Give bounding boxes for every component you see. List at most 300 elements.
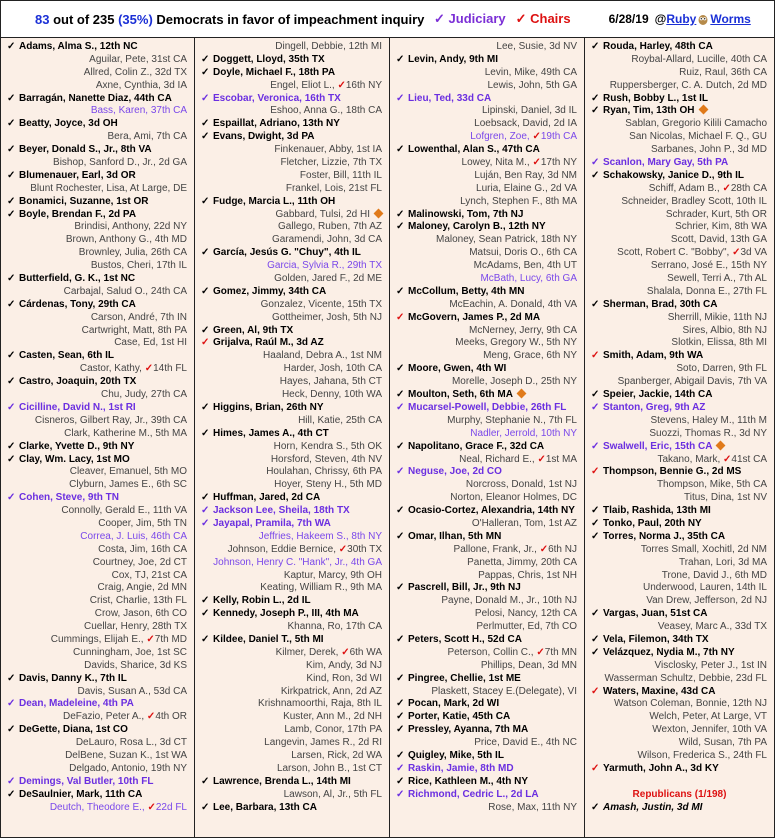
member-name: Davis, Susan A., 53d CA bbox=[77, 685, 187, 697]
member bbox=[585, 273, 774, 286]
member-supporting bbox=[195, 608, 389, 621]
member-name: Davis, Danny K., 7th IL bbox=[19, 672, 127, 684]
member-name: Nadler, Jerrold, 10th NY bbox=[470, 427, 577, 439]
member-name: Veasey, Marc A., 33d TX bbox=[657, 621, 767, 633]
member-supporting bbox=[195, 93, 389, 106]
author-link-ruby[interactable]: Ruby bbox=[666, 12, 697, 26]
member bbox=[390, 273, 584, 286]
member-name: Fudge, Marcia L., 11th OH bbox=[213, 195, 336, 207]
member-name: Pallone, Frank, Jr., bbox=[453, 543, 540, 555]
chair-check-icon: ✓ bbox=[146, 711, 156, 723]
member-name: Escobar, Veronica, 16th TX bbox=[213, 92, 341, 104]
diamond-icon bbox=[716, 440, 726, 450]
member-name: García, Jesús G. "Chuy", 4th IL bbox=[213, 247, 361, 259]
member-name: Chu, Judy, 27th CA bbox=[101, 389, 187, 401]
check-icon: ✓ bbox=[201, 131, 210, 143]
check-icon: ✓ bbox=[396, 363, 405, 375]
chair-check-icon: ✓ bbox=[539, 543, 549, 555]
member bbox=[585, 750, 774, 763]
member-district: 1st MA bbox=[545, 453, 577, 465]
check-icon: ✓ bbox=[201, 595, 210, 607]
member bbox=[1, 67, 194, 80]
member-district: 30th TX bbox=[347, 543, 382, 555]
author-link-worms[interactable]: Worms bbox=[710, 12, 751, 26]
check-icon: ✓ bbox=[7, 788, 16, 800]
member-supporting bbox=[390, 363, 584, 376]
check-icon: ✓ bbox=[7, 298, 16, 310]
member bbox=[585, 325, 774, 338]
check-icon: ✓ bbox=[591, 466, 600, 478]
member-name: Cummings, Elijah E., bbox=[50, 633, 147, 645]
check-icon: ✓ bbox=[201, 118, 210, 130]
member bbox=[390, 183, 584, 196]
chairs-legend: ✓ Chairs bbox=[515, 11, 571, 26]
column-2 bbox=[195, 38, 390, 837]
member bbox=[1, 711, 194, 724]
member-supporting bbox=[585, 466, 774, 479]
member-supporting bbox=[390, 763, 584, 776]
member-name: Moulton, Seth, 6th MA bbox=[408, 389, 513, 401]
member bbox=[585, 415, 774, 428]
column-3 bbox=[390, 38, 585, 837]
member-name: Neal, Richard E., bbox=[459, 453, 538, 465]
member-name: Gallego, Ruben, 7th AZ bbox=[278, 221, 382, 233]
member-supporting bbox=[585, 93, 774, 106]
member-name: McNerney, Jerry, 9th CA bbox=[469, 324, 577, 336]
member-name: Norton, Eleanor Holmes, DC bbox=[450, 492, 577, 504]
member bbox=[1, 415, 194, 428]
member-name: Titus, Dina, 1st NV bbox=[684, 492, 767, 504]
member bbox=[1, 518, 194, 531]
member bbox=[195, 750, 389, 763]
member bbox=[585, 196, 774, 209]
member-name: Kelly, Robin L., 2d IL bbox=[213, 595, 311, 607]
member bbox=[195, 312, 389, 325]
check-icon: ✓ bbox=[396, 762, 405, 774]
member-name: Bera, Ami, 7th CA bbox=[107, 131, 187, 143]
member bbox=[585, 144, 774, 157]
member-supporting bbox=[1, 492, 194, 505]
member-district: 6th WA bbox=[349, 646, 382, 658]
member-name: McEachin, A. Donald, 4th VA bbox=[449, 298, 577, 310]
member-name: Khanna, Ro, 17th CA bbox=[287, 621, 382, 633]
member-supporting bbox=[195, 802, 389, 815]
member-name: Casten, Sean, 6th IL bbox=[19, 350, 115, 362]
member-name: Cárdenas, Tony, 29th CA bbox=[19, 298, 136, 310]
member-supporting bbox=[585, 608, 774, 621]
member-supporting bbox=[585, 441, 774, 454]
check-icon: ✓ bbox=[591, 389, 600, 401]
member bbox=[1, 763, 194, 776]
check-icon: ✓ bbox=[396, 698, 405, 710]
member-supporting bbox=[1, 196, 194, 209]
check-icon: ✓ bbox=[7, 376, 16, 388]
member bbox=[390, 350, 584, 363]
check-icon: ✓ bbox=[7, 195, 16, 207]
member bbox=[585, 479, 774, 492]
member bbox=[1, 183, 194, 196]
member-name: Himes, James A., 4th CT bbox=[213, 427, 329, 439]
member-name: Swalwell, Eric, 15th CA bbox=[603, 440, 713, 452]
member bbox=[1, 737, 194, 750]
member-name: Vela, Filemon, 34th TX bbox=[603, 633, 709, 645]
check-icon: ✓ bbox=[7, 144, 16, 156]
member bbox=[390, 247, 584, 260]
member-name: Murphy, Stephanie N., 7th FL bbox=[447, 414, 577, 426]
member-name: Grijalva, Raúl M., 3d AZ bbox=[213, 337, 324, 349]
member-district: 17th NY bbox=[540, 157, 577, 169]
total-text: out of 235 bbox=[49, 11, 119, 27]
member bbox=[390, 518, 584, 531]
member bbox=[390, 454, 584, 467]
member bbox=[390, 544, 584, 557]
member-district: 3d VA bbox=[740, 247, 767, 259]
check-icon: ✓ bbox=[7, 208, 16, 220]
member bbox=[585, 582, 774, 595]
diamond-icon bbox=[517, 389, 527, 399]
check-icon: ✓ bbox=[396, 788, 405, 800]
member bbox=[390, 41, 584, 54]
member bbox=[1, 131, 194, 144]
member bbox=[585, 80, 774, 93]
member-name: Green, Al, 9th TX bbox=[213, 324, 294, 336]
diamond-icon bbox=[374, 208, 384, 218]
member-name: Costa, Jim, 16th CA bbox=[98, 543, 187, 555]
member-supporting bbox=[195, 67, 389, 80]
member-supporting bbox=[195, 505, 389, 518]
member-supporting bbox=[390, 93, 584, 106]
member bbox=[1, 505, 194, 518]
member-name: Jeffries, Hakeem S., 8th NY bbox=[258, 530, 382, 542]
member-name: Larsen, Rick, 2d WA bbox=[291, 749, 382, 761]
member-name: Demings, Val Butler, 10th FL bbox=[19, 775, 154, 787]
member bbox=[195, 441, 389, 454]
member-name: Plaskett, Stacey E.(Delegate), VI bbox=[431, 685, 577, 697]
chair-check-icon: ✓ bbox=[536, 646, 545, 658]
member-supporting bbox=[1, 698, 194, 711]
member-name: Rose, Max, 11th NY bbox=[488, 801, 577, 813]
member-name: Thompson, Bennie G., 2d MS bbox=[603, 466, 742, 478]
member bbox=[195, 376, 389, 389]
member-supporting bbox=[585, 350, 774, 363]
member-name: Kaptur, Marcy, 9th OH bbox=[283, 569, 382, 581]
member-name: DeGette, Diana, 1st CO bbox=[19, 724, 128, 736]
member bbox=[195, 273, 389, 286]
member-name: Kim, Andy, 3d NJ bbox=[306, 659, 382, 671]
member bbox=[195, 557, 389, 570]
chair-check-icon: ✓ bbox=[532, 131, 541, 143]
member bbox=[195, 105, 389, 118]
member-name: Brindisi, Anthony, 22d NY bbox=[74, 221, 187, 233]
check-icon: ✓ bbox=[396, 582, 405, 594]
member bbox=[1, 260, 194, 273]
member-supporting bbox=[585, 802, 774, 815]
member-name: Slotkin, Elissa, 8th MI bbox=[671, 337, 767, 349]
member-name: Davids, Sharice, 3d KS bbox=[84, 659, 187, 671]
member-name: Mucarsel-Powell, Debbie, 26th FL bbox=[408, 401, 567, 413]
member-supporting bbox=[1, 789, 194, 802]
member bbox=[1, 570, 194, 583]
check-icon: ✓ bbox=[201, 337, 210, 349]
member-name: Adams, Alma S., 12th NC bbox=[19, 41, 138, 52]
check-icon: ✓ bbox=[201, 801, 210, 813]
column-1 bbox=[1, 38, 195, 837]
member bbox=[1, 647, 194, 660]
member bbox=[390, 376, 584, 389]
member bbox=[585, 337, 774, 350]
member bbox=[390, 557, 584, 570]
member-name: Crist, Charlie, 13th FL bbox=[89, 595, 187, 607]
check-icon: ✓ bbox=[7, 672, 16, 684]
member-district: 6th NJ bbox=[548, 543, 577, 555]
member-name: Ruiz, Raul, 36th CA bbox=[679, 66, 767, 78]
member-name: Deutch, Theodore E., bbox=[49, 801, 148, 813]
member-supporting bbox=[390, 724, 584, 737]
member-name: Lewis, John, 5th GA bbox=[487, 79, 577, 91]
member-name: Schiff, Adam B., bbox=[648, 182, 723, 194]
member bbox=[585, 183, 774, 196]
check-icon: ✓ bbox=[396, 749, 405, 761]
member-supporting bbox=[195, 634, 389, 647]
member-supporting bbox=[195, 286, 389, 299]
member-supporting bbox=[390, 221, 584, 234]
member-name: Butterfield, G. K., 1st NC bbox=[19, 273, 136, 285]
member bbox=[195, 698, 389, 711]
chair-check-icon: ✓ bbox=[732, 247, 741, 259]
member-name: McBath, Lucy, 6th GA bbox=[480, 273, 577, 285]
member-name: Clarke, Yvette D., 9th NY bbox=[19, 440, 135, 452]
member bbox=[195, 209, 389, 222]
check-icon: ✓ bbox=[396, 221, 405, 233]
member-district: 7th MN bbox=[544, 646, 577, 658]
member-district: 16th NY bbox=[345, 79, 382, 91]
member bbox=[1, 286, 194, 299]
member-name: Castor, Kathy, bbox=[79, 363, 145, 375]
check-icon: ✓ bbox=[7, 118, 16, 130]
member bbox=[585, 673, 774, 686]
member bbox=[585, 209, 774, 222]
member-supporting bbox=[390, 789, 584, 802]
member-name: Johnson, Eddie Bernice, bbox=[227, 543, 339, 555]
check-icon: ✓ bbox=[396, 466, 405, 478]
check-icon: ✓ bbox=[396, 53, 405, 65]
member-name: Cohen, Steve, 9th TN bbox=[19, 492, 120, 504]
member bbox=[390, 67, 584, 80]
chair-check-icon: ✓ bbox=[146, 633, 155, 645]
member-name: Pingree, Chellie, 1st ME bbox=[408, 672, 521, 684]
member bbox=[390, 325, 584, 338]
member-name: Cuellar, Henry, 28th TX bbox=[83, 621, 187, 633]
check-icon: ✓ bbox=[591, 105, 600, 117]
check-icon: ✓ bbox=[396, 530, 405, 542]
check-icon: ✓ bbox=[396, 711, 405, 723]
member-supporting bbox=[390, 144, 584, 157]
member bbox=[585, 118, 774, 131]
member-name: Axne, Cynthia, 3d IA bbox=[95, 79, 187, 91]
check-icon: ✓ bbox=[396, 440, 405, 452]
member-name: Schakowsky, Janice D., 9th IL bbox=[603, 169, 744, 181]
member-name: Boyle, Brendan F., 2d PA bbox=[19, 208, 137, 220]
member bbox=[195, 582, 389, 595]
check-icon: ✓ bbox=[396, 311, 405, 323]
member-name: Sewell, Terri A., 7th AL bbox=[667, 273, 767, 285]
member-name: Pelosi, Nancy, 12th CA bbox=[474, 608, 577, 620]
member-supporting bbox=[195, 402, 389, 415]
member bbox=[195, 260, 389, 273]
member bbox=[585, 67, 774, 80]
member-name: Kilmer, Derek, bbox=[275, 646, 342, 658]
member-name: Kirkpatrick, Ann, 2d AZ bbox=[280, 685, 382, 697]
member-name: Carson, André, 7th IN bbox=[90, 311, 187, 323]
member-name: Soto, Darren, 9th FL bbox=[676, 363, 767, 375]
member bbox=[585, 492, 774, 505]
check-icon: ✓ bbox=[7, 273, 16, 285]
check-icon: ✓ bbox=[591, 517, 600, 529]
member-supporting bbox=[1, 299, 194, 312]
member-supporting bbox=[1, 776, 194, 789]
member-name: Maloney, Sean Patrick, 18th NY bbox=[436, 234, 577, 246]
member-name: McAdams, Ben, 4th UT bbox=[473, 260, 577, 272]
member-name: Harder, Josh, 10th CA bbox=[283, 363, 382, 375]
check-icon: ✓ bbox=[201, 505, 210, 517]
member bbox=[390, 234, 584, 247]
member bbox=[1, 531, 194, 544]
member-supporting bbox=[390, 531, 584, 544]
member bbox=[195, 389, 389, 402]
member-name: Lynch, Stephen F., 8th MA bbox=[460, 195, 577, 207]
member-name: Yarmuth, John A., 3d KY bbox=[603, 762, 719, 774]
member-name: Wexton, Jennifer, 10th VA bbox=[652, 724, 767, 736]
member-supporting bbox=[195, 325, 389, 338]
check-icon: ✓ bbox=[591, 350, 600, 362]
member-name: Suozzi, Thomas R., 3d NY bbox=[649, 427, 767, 439]
member-name: Aguilar, Pete, 31st CA bbox=[89, 53, 187, 65]
member-name: Evans, Dwight, 3d PA bbox=[213, 131, 315, 143]
member-name: Horsford, Steven, 4th NV bbox=[270, 453, 382, 465]
member-name: Higgins, Brian, 26th NY bbox=[213, 401, 324, 413]
chair-check-icon: ✓ bbox=[341, 646, 350, 658]
member-supporting bbox=[390, 711, 584, 724]
member-name: Garamendi, John, 3d CA bbox=[271, 234, 382, 246]
member-name: Huffman, Jared, 2d CA bbox=[213, 492, 321, 504]
check-icon: ✓ bbox=[7, 775, 16, 787]
member-name: Kennedy, Joseph P., III, 4th MA bbox=[213, 608, 359, 620]
member bbox=[390, 802, 584, 815]
member bbox=[585, 234, 774, 247]
member bbox=[390, 428, 584, 441]
chair-check-icon: ✓ bbox=[338, 543, 348, 555]
check-icon: ✓ bbox=[591, 169, 600, 181]
member-name: Cleaver, Emanuel, 5th MO bbox=[69, 466, 187, 478]
chair-check-icon: ✓ bbox=[337, 79, 346, 91]
check-icon: ✓ bbox=[7, 698, 16, 710]
support-percent: (35%) bbox=[118, 11, 153, 27]
support-count: 83 bbox=[35, 11, 50, 27]
member-name: Richmond, Cedric L., 2d LA bbox=[408, 788, 539, 800]
member bbox=[390, 479, 584, 492]
member bbox=[585, 428, 774, 441]
member-name: Jayapal, Pramila, 7th WA bbox=[213, 517, 331, 529]
member-supporting bbox=[390, 776, 584, 789]
column-4 bbox=[585, 38, 774, 837]
member bbox=[585, 286, 774, 299]
member-name: Meng, Grace, 6th NY bbox=[483, 350, 577, 362]
member-name: Cicilline, David N., 1st RI bbox=[19, 401, 136, 413]
member bbox=[195, 711, 389, 724]
member-name: Torres Small, Xochitl, 2d NM bbox=[640, 543, 767, 555]
member-supporting bbox=[1, 454, 194, 467]
member-supporting bbox=[390, 750, 584, 763]
member-name: Scott, David, 13th GA bbox=[670, 234, 767, 246]
member-name: Clyburn, James E., 6th SC bbox=[69, 479, 187, 491]
member bbox=[195, 466, 389, 479]
member bbox=[585, 570, 774, 583]
member-name: Porter, Katie, 45th CA bbox=[408, 711, 511, 723]
check-icon: ✓ bbox=[396, 672, 405, 684]
member bbox=[195, 170, 389, 183]
author-at: @ bbox=[654, 12, 667, 26]
member-name: Pocan, Mark, 2d WI bbox=[408, 698, 500, 710]
member-name: Bass, Karen, 37th CA bbox=[90, 105, 187, 117]
member-name: Frankel, Lois, 21st FL bbox=[285, 182, 382, 194]
member-supporting bbox=[585, 518, 774, 531]
check-icon: ✓ bbox=[396, 144, 405, 156]
member-name: Ruppersberger, C. A. Dutch, 2d MD bbox=[609, 79, 767, 91]
member bbox=[390, 608, 584, 621]
member bbox=[195, 299, 389, 312]
member bbox=[585, 557, 774, 570]
member bbox=[585, 737, 774, 750]
member bbox=[585, 595, 774, 608]
member bbox=[1, 157, 194, 170]
member-name: Finkenauer, Abby, 1st IA bbox=[274, 144, 382, 156]
member-name: Haaland, Debra A., 1st NM bbox=[263, 350, 382, 362]
spacer bbox=[585, 776, 774, 789]
member-name: Sires, Albio, 8th NJ bbox=[682, 324, 767, 336]
member-supporting bbox=[585, 686, 774, 699]
check-icon: ✓ bbox=[396, 92, 405, 104]
check-icon: ✓ bbox=[396, 633, 405, 645]
member-name: Schrader, Kurt, 5th OR bbox=[665, 208, 767, 220]
member-name: Lipinski, Daniel, 3d IL bbox=[481, 105, 577, 117]
member-name: Stevens, Haley M., 11th M bbox=[650, 414, 767, 426]
member-name: Lee, Barbara, 13th CA bbox=[213, 801, 317, 813]
member bbox=[195, 544, 389, 557]
member-supporting bbox=[390, 441, 584, 454]
member-supporting bbox=[585, 170, 774, 183]
member-supporting bbox=[585, 41, 774, 54]
member-supporting bbox=[1, 93, 194, 106]
headline-text: Democrats in favor of impeachment inquiry bbox=[152, 11, 429, 27]
member-name: McGovern, James P., 2d MA bbox=[408, 311, 541, 323]
member bbox=[1, 660, 194, 673]
member-name: Lieu, Ted, 33d CA bbox=[408, 92, 492, 104]
check-icon: ✓ bbox=[7, 401, 16, 413]
check-icon: ✓ bbox=[591, 505, 600, 517]
member bbox=[1, 105, 194, 118]
check-icon: ✓ bbox=[396, 505, 405, 517]
member-name: Sablan, Gregorio Kilili Camacho bbox=[625, 118, 767, 130]
member bbox=[390, 415, 584, 428]
member-supporting bbox=[585, 634, 774, 647]
member bbox=[585, 221, 774, 234]
member-name: Kuster, Ann M., 2d NH bbox=[283, 711, 382, 723]
member-name: Norcross, Donald, 1st NJ bbox=[465, 479, 577, 491]
check-icon: ✓ bbox=[201, 92, 210, 104]
member-name: Lee, Susie, 3d NV bbox=[496, 41, 577, 52]
member-supporting bbox=[1, 350, 194, 363]
member-supporting bbox=[1, 41, 194, 54]
